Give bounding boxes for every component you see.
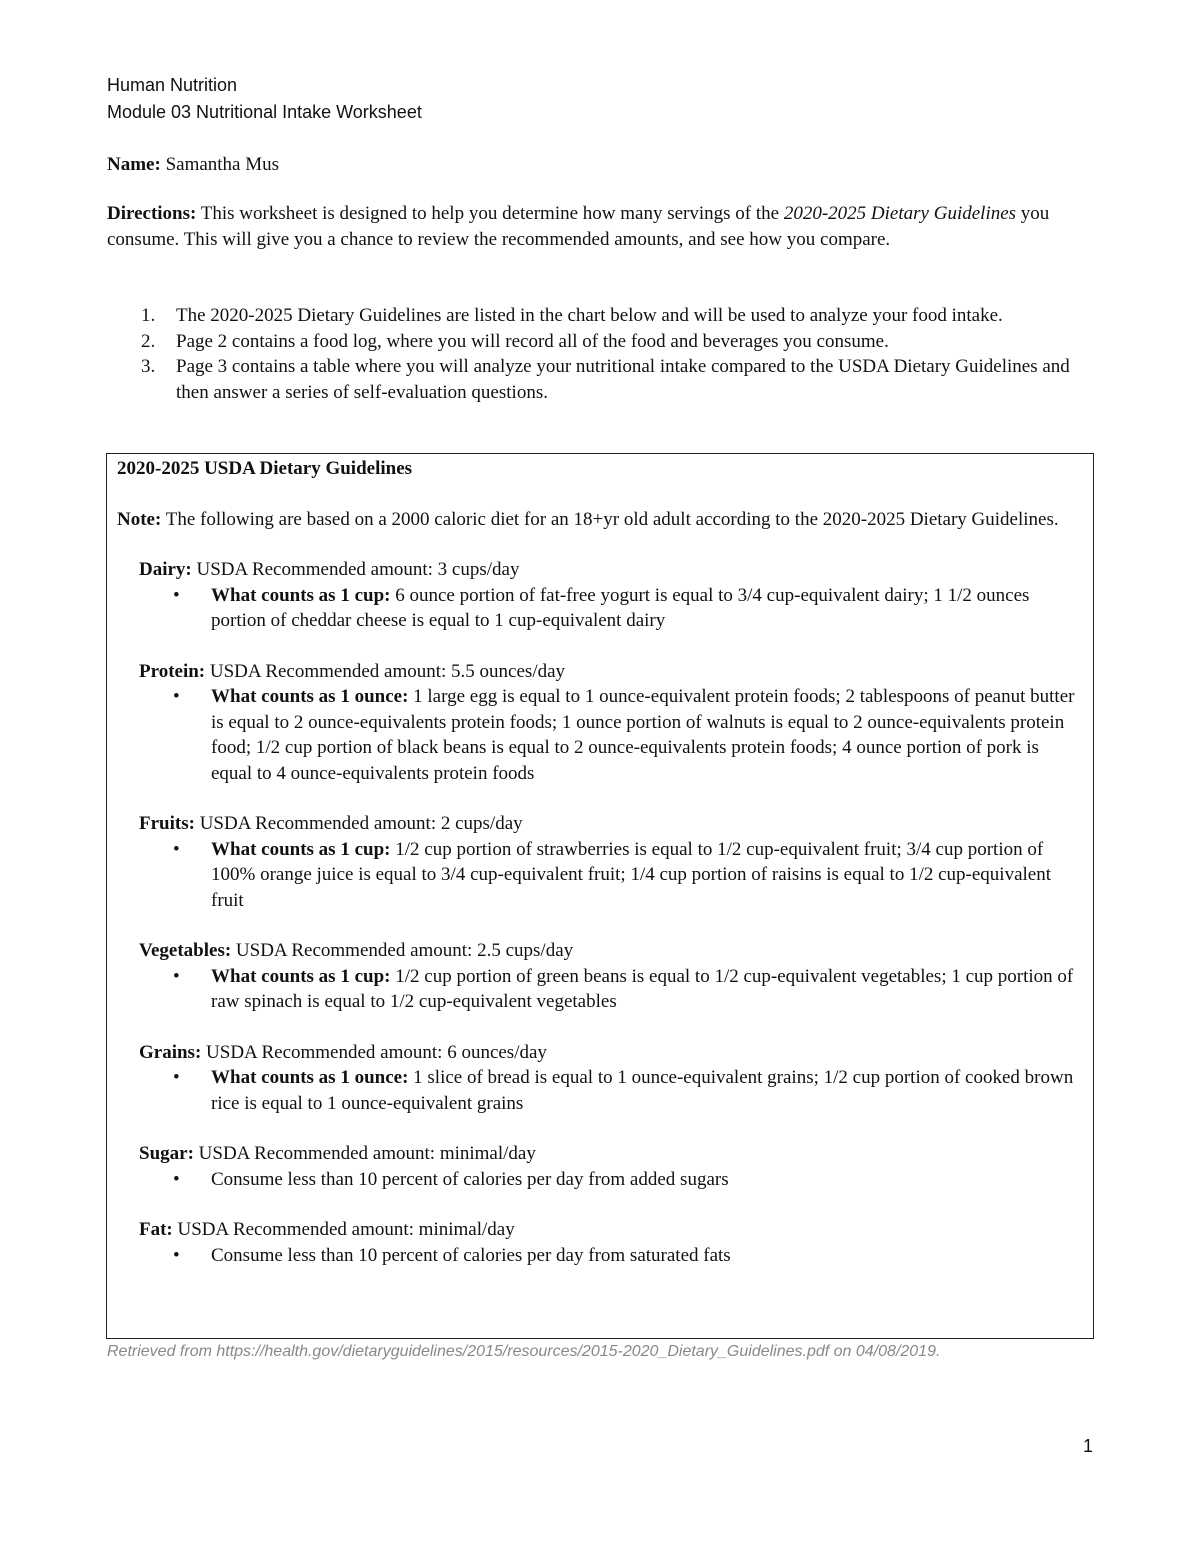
list-item: • What counts as 1 ounce: 1 slice of bread is equal to 1 ounce-equivalent grains; 1/2 cup portion of cooked brown rice is equal to 1 ounce-equivalent grains xyxy=(173,1067,1074,1114)
category-name: Sugar: xyxy=(139,1143,194,1164)
directions-paragraph: Directions: This worksheet is designed to help you determine how many servings of the 2020-2025 Dietary Guidelines you consume. This will give you a chance to review the recommended amounts, and see how you compare. xyxy=(107,203,1050,250)
bullet-icon: • xyxy=(173,686,180,707)
category-name: Vegetables: xyxy=(139,940,232,961)
bullet-icon: • xyxy=(173,1244,180,1266)
steps-list xyxy=(107,303,1097,405)
guidelines-italic: 2020-2025 Dietary Guidelines xyxy=(783,203,1017,224)
category-name: Dairy: xyxy=(139,559,192,580)
vegetables-section xyxy=(117,938,1083,1015)
page-number: 1 xyxy=(1083,1436,1094,1456)
category-amount: USDA Recommended amount: 2.5 cups/day xyxy=(231,940,574,961)
category-name: Protein: xyxy=(139,660,206,682)
directions-label: Directions: xyxy=(107,203,197,224)
category-amount: USDA Recommended amount: 3 cups/day xyxy=(191,559,520,580)
module-title: Module 03 Nutritional Intake Worksheet xyxy=(107,102,422,122)
step-number: 1. xyxy=(141,305,156,326)
list-item: • Consume less than 10 percent of calories per day from saturated fats xyxy=(117,1243,1083,1269)
list-item xyxy=(107,354,1097,405)
step-text: Page 3 contains a table where you will analyze your nutritional intake compared to the USDA Dietary Guidelines and then answer a series of self-evaluation questions. xyxy=(176,356,1070,403)
list-item: • What counts as 1 cup: 6 ounce portion of fat-free yogurt is equal to 3/4 cup-equivalent dairy; 1 1/2 ounces portion of cheddar cheese is equal to 1 cup-equivalent dairy xyxy=(173,584,1030,631)
step-number: 2. xyxy=(141,330,156,352)
bullet-icon: • xyxy=(173,1168,180,1190)
list-item: • What counts as 1 cup: 1/2 cup portion of strawberries is equal to 1/2 cup-equivalent fruit; 3/4 cup portion of 100% orange juice is equal to 3/4 cup-equivalent fruit; 1/4 cup portion of raisins is equal to 1/2 cup-equivalent fruit xyxy=(173,838,1052,911)
category-name: Fat: xyxy=(139,1219,173,1240)
protein-section xyxy=(117,659,1083,787)
step-number: 3. xyxy=(141,356,156,377)
grains-section xyxy=(117,1040,1083,1117)
list-item: • Consume less than 10 percent of calories per day from added sugars xyxy=(117,1167,1083,1193)
bullet-icon: • xyxy=(173,1067,180,1088)
fruits-section xyxy=(117,811,1083,913)
category-name: Fruits: xyxy=(139,813,195,834)
step-text: The 2020-2025 Dietary Guidelines are listed in the chart below and will be used to analyze your food intake. xyxy=(176,305,1003,326)
note-label: Note: xyxy=(117,508,162,530)
step-text: Page 2 contains a food log, where you will record all of the food and beverages you consume. xyxy=(176,330,889,352)
guidelines-box xyxy=(106,453,1094,1339)
course-title: Human Nutrition xyxy=(107,75,238,95)
bullet-icon: • xyxy=(173,965,180,987)
category-amount: USDA Recommended amount: 2 cups/day xyxy=(194,813,523,834)
fat-section xyxy=(117,1217,1083,1268)
list-item xyxy=(107,303,1097,329)
category-amount: USDA Recommended amount: minimal/day xyxy=(193,1143,536,1164)
sugar-section xyxy=(117,1141,1083,1192)
bullet-icon: • xyxy=(173,838,180,860)
student-name xyxy=(107,152,279,178)
bullet-icon: • xyxy=(173,584,180,606)
category-amount: USDA Recommended amount: 5.5 ounces/day xyxy=(205,660,566,682)
guidelines-title: 2020-2025 USDA Dietary Guidelines xyxy=(117,458,413,479)
list-item: • What counts as 1 ounce: 1 large egg is equal to 1 ounce-equivalent protein foods; 2 tablespoons of peanut butter is equal to 2 ounce-equivalents protein foods; 1 ounce portion of walnuts is equal to 2 ounce-equivalents protein food; 1/2 cup portion of black beans is equal to 2 ounce-equivalents protein foods; 4 ounce portion of pork is equal to 4 ounce-equivalents protein foods xyxy=(173,686,1075,784)
category-name: Grains: xyxy=(139,1041,202,1063)
category-amount: USDA Recommended amount: 6 ounces/day xyxy=(201,1041,547,1063)
dairy-section xyxy=(117,557,1083,634)
name-value: Samantha Mus xyxy=(160,154,280,175)
category-amount: USDA Recommended amount: minimal/day xyxy=(172,1219,515,1240)
list-item xyxy=(107,329,1097,355)
guidelines-note: Note: The following are based on a 2000 caloric diet for an 18+yr old adult according to the 2020-2025 Dietary Guidelines. xyxy=(117,508,1059,530)
list-item: • What counts as 1 cup: 1/2 cup portion of green beans is equal to 1/2 cup-equivalent vegetables; 1 cup portion of raw spinach is equal to 1/2 cup-equivalent vegetables xyxy=(173,965,1074,1012)
name-label: Name: xyxy=(107,154,161,175)
source-citation: Retrieved from https://health.gov/dietaryguidelines/2015/resources/2015-2020_Dietary_Guidelines.pdf on 04/08/2019. xyxy=(107,1343,941,1360)
